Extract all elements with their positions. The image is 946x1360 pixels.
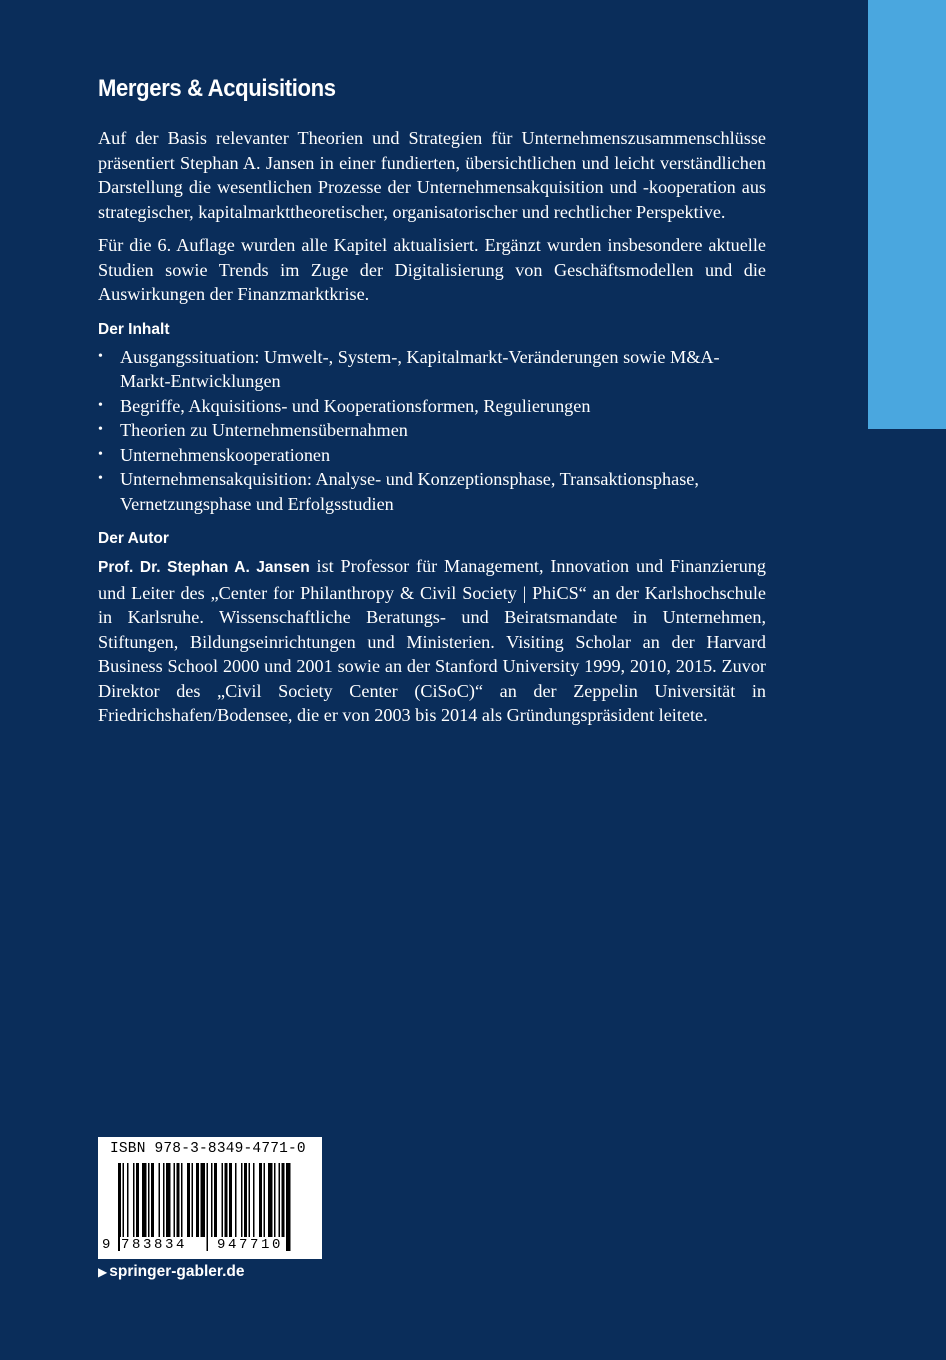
barcode-bar	[244, 1163, 247, 1237]
website-link[interactable]	[98, 1263, 244, 1281]
barcode-bar	[127, 1163, 129, 1237]
barcode-bar	[148, 1163, 150, 1237]
barcode-bar	[249, 1163, 251, 1237]
contents-heading: Der Inhalt	[98, 320, 170, 338]
list-item: • Unternehmenskooperationen	[98, 443, 766, 468]
contents-list	[98, 345, 766, 517]
accent-strip	[868, 0, 946, 429]
barcode-bar	[136, 1163, 139, 1237]
author-paragraph	[98, 554, 766, 728]
ean-right-digits: 947710	[217, 1237, 284, 1253]
barcode-bar	[222, 1163, 224, 1237]
barcode-bar	[187, 1163, 190, 1237]
barcode-bar	[201, 1163, 206, 1237]
bullet-icon: •	[98, 422, 103, 437]
isbn-label: ISBN 978-3-8349-4771-0	[110, 1141, 306, 1157]
play-arrow-icon: ▶	[98, 1265, 108, 1279]
barcode-bar	[268, 1163, 273, 1237]
author-bio: ist Professor für Management, Innovation und Finanzierung und Leiter des „Center for Philanthropy & Civil Society | PhiCS“ an der Karlshochschule in Karlsruhe. Wissenschaftliche Beratungs- und Beiratsmandate in Unternehmen, Stiftungen, Bildungseinrichtungen und Ministerien. Visiting Scholar an der Harvard Business School 2000 und 2001 sowie an der Stanford University 1999, 2010, 2015. Zuvor Direktor des „Civil Society Center (CiSoC)“ an der Zeppelin Universität in Friedrichshafen/Bodensee, die er von 2003 bis 2014 als Gründungspräsident leitete.	[98, 556, 766, 725]
barcode-bar	[279, 1163, 281, 1237]
list-item: • Unternehmensakquisition: Analyse- und Konzeptionsphase, Transaktionsphase, Vernetzungsphase und Erfolgsstudien	[98, 469, 699, 514]
barcode-bar	[192, 1163, 194, 1237]
website-url: springer-gabler.de	[109, 1263, 245, 1280]
barcode-bar	[214, 1163, 217, 1237]
barcode-bar	[229, 1163, 232, 1237]
intro-paragraph: Auf der Basis relevanter Theorien und Strategien für Unternehmenszusammenschlüsse präsentiert Stephan A. Jansen in einer fundierten, übersichtlichen und leicht verständlichen Darstellung die wesentlichen Prozesse der Unternehmensakquisition und -kooperation aus strategischer, kapitalmarkttheoretischer, organisatorischer und rechtlicher Perspektive.	[98, 128, 766, 222]
barcode-bar	[181, 1163, 183, 1237]
list-item: • Theorien zu Unternehmensübernahmen	[98, 418, 766, 443]
barcode-bar	[196, 1163, 199, 1237]
barcode-bar	[151, 1163, 154, 1237]
ean-left-digits: 783834	[121, 1237, 188, 1253]
author-name: Prof. Dr. Stephan A. Jansen	[98, 559, 310, 576]
barcode-bar	[264, 1163, 266, 1237]
book-title: Mergers & Acquisitions	[98, 75, 336, 102]
barcode-bar	[253, 1163, 255, 1237]
barcode-bar	[207, 1163, 209, 1251]
author-heading: Der Autor	[98, 530, 169, 547]
barcode-bar	[133, 1163, 135, 1237]
barcode-bar	[259, 1163, 262, 1237]
list-item: • Begriffe, Akquisitions- und Kooperationsformen, Regulierungen	[98, 394, 766, 419]
bullet-icon: •	[98, 446, 103, 462]
bullet-icon: •	[98, 348, 103, 364]
barcode-bar	[286, 1163, 291, 1251]
barcode-bar	[225, 1163, 228, 1237]
barcode-bar	[211, 1163, 213, 1237]
barcode-bar	[163, 1163, 165, 1237]
barcode-bar	[174, 1163, 176, 1237]
barcode-bar	[177, 1163, 180, 1237]
back-cover-text	[98, 74, 766, 737]
barcode-bar	[241, 1163, 243, 1237]
barcode-bar	[166, 1163, 171, 1237]
bullet-icon: •	[98, 397, 103, 413]
isbn-barcode	[98, 1137, 322, 1259]
barcode-bar	[274, 1163, 276, 1237]
barcode-bar	[159, 1163, 161, 1237]
barcode-bar	[235, 1163, 237, 1237]
barcode-bar	[282, 1163, 285, 1237]
bullet-icon: •	[98, 471, 103, 486]
barcode-bar	[142, 1163, 147, 1237]
list-item: • Ausgangssituation: Umwelt-, System-, Kapitalmarkt-Veränderungen sowie M&A-Markt-Entwicklungen	[98, 346, 720, 391]
edition-paragraph: Für die 6. Auflage wurden alle Kapitel aktualisiert. Ergänzt wurden insbesondere aktuelle Studien sowie Trends im Zuge der Digitalisierung von Geschäftsmodellen und die Auswirkungen der Finanzmarktkrise.	[98, 235, 766, 304]
ean-lead-digit: 9	[102, 1237, 111, 1253]
